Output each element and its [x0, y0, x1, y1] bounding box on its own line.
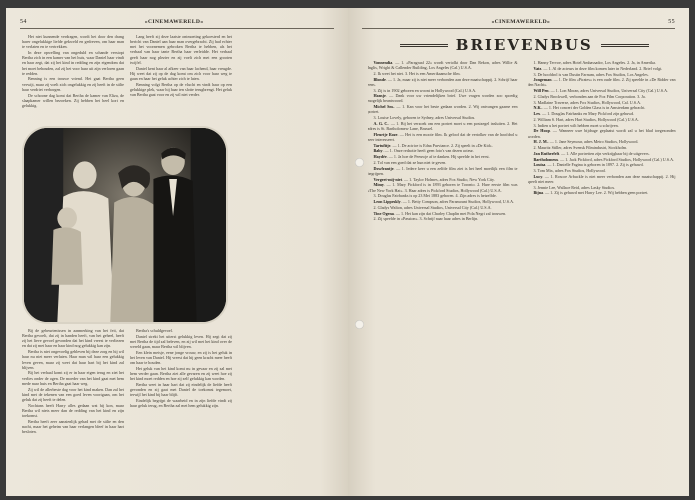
letter-entry — [528, 60, 676, 65]
letter-entry — [368, 88, 518, 93]
magazine-spread — [6, 8, 689, 496]
left-page — [6, 8, 348, 496]
section-title: BRIEVENBUS — [455, 36, 593, 54]
letter-entry: Baby. — 1. Onze redactie heeft geen foto's van dezen acteur. — [373, 148, 474, 154]
right-page — [348, 8, 690, 496]
article-paragraph: Benning is een trouwe vriend. Het gaat Bertha geen verwijt, maar zij voelt zich ongelukkig en zij heeft in de stilte haar verdriet verborgen. — [22, 76, 124, 92]
answer-text: 2. Tol van een goed dat ze hun niet te geven. — [373, 159, 447, 165]
answer-text: 1. Mary Pickford is in 1893 geboren te Toronto. 2. Hare eerste film was «The New York Hat». 3. Haar adres is Pickford Studios, Hollywood (Cal.) U.S.A. — [367, 182, 518, 193]
letter-entry — [368, 160, 518, 165]
left-top-column-2 — [130, 34, 232, 126]
answer-text: 1. Onze redactie heeft geen foto's van dezen acteur. — [389, 148, 474, 154]
answer-text: Dank voor uw vriendelijken brief. Uwe vragen worden zoo spoedig mogelijk beantwoord. — [367, 93, 518, 104]
article-paragraph: Nochtans heeft Harry alles gedaan wat hij kon, maar Bertha wil niets meer dan de redding van het kind en zijn toekomst. — [22, 402, 124, 418]
letter-entry — [528, 100, 676, 105]
letter-entry: Bijna. — 1. Zij is gehuwd met Harry Lee. 2. Wij hebben geen portret. — [533, 190, 649, 196]
left-top-column-1 — [22, 34, 124, 126]
answer-text: 1. Lon Moran, adres Universal Studios, Universal City (Cal.) U.S.A. — [555, 88, 669, 94]
answer-text: Wanneer uwe bijdrage geplaatst wordt zal u het blad toegezonden worden. — [527, 128, 676, 139]
letter-entry — [368, 115, 518, 120]
article-paragraph: Bertha weet in haar hart dat zij eindelijk de liefde heeft gevonden en zij gaat met Daniel de toekomst tegemoet, terwijl het kind bij haar blijft. — [130, 381, 232, 398]
answer-text: 2. Ik weet het niet. 3. Het is een Amerikaansche film. — [373, 70, 461, 76]
correspondent-name: Vonnendia — [373, 60, 393, 65]
answer-text: 1. Ja hoe de Peeuwje af te danken. Hij speelde in het eerst. — [393, 154, 490, 160]
section-title-block — [400, 34, 650, 56]
article-paragraph: Bertha's schuldgevoel. — [136, 328, 173, 333]
right-running-title: «CINEMAWERELD» — [491, 18, 551, 25]
answer-text: 1. Al de acteurs in deze film komen later in Nederland. 2. Brief volgt. — [548, 65, 663, 71]
correspondent-name: A. G. C. — [373, 120, 389, 126]
letter-entry: Louisa. — 1. Danielle Fagina is geboren in 1897. 2. Zij is gehuwd. — [533, 162, 644, 168]
correspondent-name: Baby — [373, 148, 383, 154]
letter-entry: N.K.. — 1. Het concert der Golden Glass is in Amsterdam gebracht. — [533, 105, 646, 111]
answer-text: 3. Jennie Lee, Wallace Reid, adres Lasky Studios. — [533, 184, 616, 190]
answer-text: 3. Tom Mix, adres Fox Studios, Hollywood. — [533, 168, 606, 174]
letter-entry — [368, 216, 518, 221]
answer-text: 2. Zij speelde in «Passion». 3. Schrijf naar haar adres in Berlijn. — [373, 216, 479, 222]
letter-entry: Fleurtje Roze. — Het is een mooie film. Ik geloof dat de vertolker van de hoofdrol u zeer interesseert. — [367, 131, 518, 142]
letter-entry — [528, 145, 676, 150]
correspondent-name: Bartholomeus — [533, 156, 559, 162]
answer-text: 1. Jane Seymour, adres Metro Studios, Hollywood. — [554, 139, 639, 145]
correspondent-name: Michel Sm. — [373, 104, 394, 110]
correspondent-name: Leon Lippeskly — [373, 199, 401, 204]
article-paragraph: Zij wil de allerbeste dag voor het kind maken. Dan zal het kind met de tekenen van een goed leven voortgaan, om het geluk dat zij heeft te delen. — [22, 386, 124, 402]
article-paragraph: Het niet kunnende verdragen, wordt het door den drang harer ongelukkige liefde gekweld en gedreven, om haar man te verlaten en te vertrekken. — [22, 34, 124, 50]
answer-text: 2. Gladys Walton, adres Universal Studios, Universal City (Cal.) U.S.A. — [373, 204, 492, 210]
letter-entry: Vonnendia. — 1. «Paragraaf 22» wordt vertolkt door Dan Rekon, adres Willie & Inglis, Wright & Callender Building, Los Angeles (Cal.) U.S.A. — [367, 60, 518, 71]
letter-entry: Haydée. — 1. Ja hoe de Peeuwje af te danken. Hij speelde in het eerst. — [373, 154, 490, 160]
correspondent-name: N.K. — [533, 105, 542, 111]
answer-text: 1. Het concert der Golden Glass is in Amsterdam gebracht. — [548, 105, 646, 111]
letter-entry — [368, 193, 518, 198]
letter-entry: Mimy. — 1. Mary Pickford is in 1893 geboren te Toronto. 2. Hare eerste film was «The New York Hat». 3. Haar adres is Pickford Studios, Hollywood (Cal.) U.S.A. — [367, 182, 518, 193]
letter-entry — [528, 185, 676, 190]
answer-text: 1. «Paragraaf 22» wordt vertolkt door Dan Rekon, adres Willie & Inglis, Wright & Callender Building, Los Angeles (Cal.) U.S.A. — [367, 60, 518, 71]
article-paragraph: Daniel kent haar al afkeer van haar lachend, haar vreugde. Hij weet dat zij op de dag komt om zich voor haar weg te gaan en haar het geluk achter zich te laten. — [130, 65, 232, 81]
answer-text: 1. Roscoe Arbuckle is niet meer verbonden aan deze maatschappij. 2. Hij speelt niet meer. — [527, 173, 676, 184]
correspondent-name: Vergeet-mij-niet — [373, 176, 402, 182]
letter-entry: Vergeet-mij-niet. — 1. Taylor Holmes, adres Fox Studio, New York City. — [373, 176, 495, 182]
title-rule-right — [601, 44, 649, 47]
letter-entry: Tartufitje. — 1. De actrice is Edna Purviance. 2. Zij speelt in «De Kid». — [373, 142, 493, 148]
letter-entry — [368, 71, 518, 76]
correspondent-name: Louisa — [533, 162, 546, 168]
answer-text: 3. Douglas Fairbanks is op 23 Mei 1883 geboren. 4. Zijn adres is hetzelfde. — [373, 193, 497, 199]
left-bottom-column-1 — [22, 328, 124, 492]
left-bottom-column-2 — [130, 328, 232, 492]
letter-entry: Leon Lippeskly. — 1. Betty Compson, adres Paramount Studios, Hollywood, U.S.A. — [373, 199, 515, 204]
letter-entry: H. J. M.. — 1. Jane Seymour, adres Metro Studios, Hollywood. — [533, 139, 639, 145]
answer-text: 1. Alle portretten zijn verkrijgbaar bij de uitgevers. — [566, 150, 650, 156]
answer-text: 1. Bij het verzoek om een portret moet u een postzegel insluiten. 2. Het adres is St. Bartholomew Lane, Brussel. — [367, 120, 518, 132]
correspondent-name: Jongeman — [533, 77, 552, 83]
film-still-image — [24, 128, 226, 322]
answer-text: 3. Indien u het portret wilt hebben moet u schrijven. — [533, 122, 619, 128]
binder-hole-top — [355, 158, 364, 167]
correspondent-name: H. J. M. — [533, 139, 548, 145]
article-paragraph: Bij de gebeurtenissen in aanmerking van het feit, dat Bertha gevoelt, dat zij in handen heeft, van het geheel, heeft zij het lieve gevoel gevonden dat het kind vreest te verliezen en dat zij met haar en haar kind nog gelukkig kan zijn. — [22, 328, 124, 349]
left-page-header — [20, 17, 334, 29]
letter-entry: Will Pen. — 1. Lon Moran, adres Universal Studios, Universal City (Cal.) U.S.A. — [533, 88, 669, 94]
correspondent-name: Tartufitje — [373, 142, 391, 148]
correspondent-name: Mimy — [373, 182, 384, 188]
binder-hole-bottom — [355, 320, 364, 329]
article-paragraph: Bij het verhaal komt zij er in haar eigen terug en ziet het verlies onder de ogen. De moeder van het kind gaat met hem mede naar huis en Bertha gaat haar weg. — [22, 370, 124, 386]
letter-entry: Tine Ogena. — 1. Het kan zijn dat Charley Chaplin met Pola Negri zal trouwen. — [373, 210, 507, 216]
letter-entry — [528, 72, 676, 77]
letter-entry: Blonde. — 1. Ja, maar zij is niet meer verbonden aan deze maatschappij. 2. Schrijf haar eens. — [367, 76, 518, 87]
letters-column-2 — [528, 60, 676, 492]
answer-text: 1. Jack Pickford, adres Pickford Studios, Hollywood (Cal.) U.S.A. — [565, 156, 675, 162]
answer-text: 1. Het kan zijn dat Charley Chaplin met Pola Negri zal trouwen. — [400, 210, 507, 216]
answer-text: 1. Iedere keer u een zelfde film ziet is het heel moeilijk een film te begrijpen. — [367, 165, 518, 176]
title-rule-left — [400, 44, 448, 47]
correspondent-name: Vatz — [533, 65, 542, 71]
answer-text: 1. Taylor Holmes, adres Fox Studio, New York City. — [409, 176, 495, 182]
answer-text: 3. Madlaine Traverse, adres Fox Studios, Hollywood, Cal. U.S.A. — [533, 99, 642, 105]
left-running-title: «CINEMAWERELD» — [144, 18, 204, 25]
answer-text: 3. Zij is in 1902 geboren en woont in Hollywood (Cal.) U.S.A. — [373, 87, 477, 93]
article-paragraph: Bertha heeft zeer aanzienlijk gehad met de stilte en den nacht, maar het geheim van haar verlangen bleef in haar hart besloten. — [22, 418, 124, 434]
correspondent-name: Dowfrantje — [373, 165, 394, 171]
answer-text: 1. Zij is gehuwd met Harry Lee. 2. Wij hebben geen portret. — [550, 190, 649, 196]
article-paragraph: Lang heeft zij deze laatste ontmoeting gekoesterd en het bericht van Daniel aan haar man overgebracht. Zij had echter met het voornemen gebroken Bertha te hebben, als het verhaal van haar tante Bertha haar verleidde. Het verhaal geeft haar nog plezier en zij voelt zich met een grooten twijfel. — [130, 34, 232, 65]
letter-entry: Lucy. — 1. Roscoe Arbuckle is niet meer verbonden aan deze maatschappij. 2. Hij speelt niet meer. — [527, 173, 676, 184]
correspondent-name: Tine Ogena — [373, 210, 394, 216]
letter-entry: Dowfrantje. — 1. Iedere keer u een zelfde film ziet is het heel moeilijk een film te begrijpen. — [367, 165, 518, 176]
correspondent-name: Jan Rutherfelt — [533, 150, 560, 156]
letter-entry — [528, 117, 676, 122]
article-paragraph: Een klein meisje, eene jonge vrouw, en zij is het geluk in het leven van Daniel. Hij vreest dat hij geen kracht meer heeft om haar te houden. — [130, 349, 232, 366]
article-paragraph: Bertha is niet ongevoelig gebleven bij deze zorg en hij wil haar nu niet meer verlaten. Haar man wil haar een gelukkig leven geven, maar zij weet dat haar hart bij het kind zal blijven. — [22, 349, 124, 370]
letter-entry: Bartholomeus. — 1. Jack Pickford, adres Pickford Studios, Hollywood (Cal.) U.S.A. — [533, 156, 675, 162]
correspondent-name: Lex — [533, 111, 541, 117]
correspondent-name: Hansje — [373, 93, 386, 99]
answer-text: 1. Kan voor het beste gedaan worden. 2. Wij ontvangen gaarne een portret. — [367, 104, 518, 115]
letter-entry: Michel Sm.. — 1. Kan voor het beste gedaan worden. 2. Wij ontvangen gaarne een portret. — [367, 104, 518, 115]
right-page-header — [362, 17, 676, 29]
answer-text: 2. Gladys Brockwell, verbonden aan de Fox Film Corporation. 3. Ja. — [533, 93, 646, 99]
left-page-number: 54 — [20, 18, 27, 25]
letter-entry: Vatz. — 1. Al de acteurs in deze film komen later in Nederland. 2. Brief volgt. — [533, 65, 663, 71]
answer-text: 1. De film «Pirates» is een oude film. 2. Zij speelde in «De Ridder van den Nacht». — [527, 77, 676, 88]
answer-text: 1. Douglas Fairbanks en Mary Pickford zijn gehuwd. — [547, 111, 635, 117]
answer-text: Het is een mooie film. Ik geloof dat de vertolker van de hoofdrol u zeer interesseert. — [367, 131, 518, 142]
correspondent-name: Fleurtje Roze — [373, 131, 398, 137]
letter-entry — [528, 168, 676, 173]
article-paragraph: Eindelijk begrijpt de waarheid en in zijn liefde vindt zij haar geluk terug, en Bertha zal met hem gelukkig zijn. — [130, 398, 232, 409]
answer-text: 2. Mauritz Stiller, adres Svensk Filmindustri, Stockholm. — [533, 145, 628, 151]
correspondent-name: De Hoop — [533, 128, 550, 134]
article-paragraph: De schoone dag komt dat Bertha de kamer van Eliza, de slaapkamer willen bezoeken. Zij hebben het heel kort en gelukkig. — [22, 92, 124, 108]
answer-text: 1. Danielle Fagina is geboren in 1897. 2. Zij is gehuwd. — [552, 162, 644, 168]
answer-text: 1. Ja, maar zij is niet meer verbonden aan deze maatschappij. 2. Schrijf haar eens. — [367, 76, 518, 87]
correspondent-name: Bijna — [533, 190, 544, 196]
article-paragraph: Benning volgt Bertha op de vlucht en vindt haar op een gelukkige plek, waar hij haar ten slotte terugbrengt. Het geluk van Bertha gaat voor en zij wil niet verder. — [130, 81, 232, 97]
article-paragraph: Daniel strekt het uiterst gelukkig leven. Hij zegt dat zij met Bertha de tijd zal beleven, en zij wil met het kind over de wereld gaan, maar Bertha wil blijven. — [130, 333, 232, 350]
article-paragraph: In deze opwelling van ongeduld en schande verstopt Bertha zich in een kamer van het huis, waar Daniel haar vindt en haar zegt, dat zij het kind in redding en zijn eigendom dat het moet behouden, zal zij het voor haar uit zijn verloren gaan te redden. — [22, 50, 124, 76]
correspondent-name: Will Pen — [533, 88, 549, 94]
answer-text: 3. De hoofdrol is van Dustin Farnum, adres Fox Studios, Los Angeles. — [533, 71, 649, 77]
letter-entry: De Hoop. — Wanneer uwe bijdrage geplaatst wordt zal u het blad toegezonden worden. — [527, 128, 676, 139]
correspondent-name: Lucy — [533, 173, 543, 179]
letter-entry — [528, 94, 676, 99]
answer-text: 3. Louise Lovely, geboren te Sydney, adres Universal Studios. — [373, 115, 476, 121]
film-still-photo — [22, 126, 228, 324]
right-page-number: 55 — [668, 18, 675, 25]
letter-entry: Jan Rutherfelt. — 1. Alle portretten zijn verkrijgbaar bij de uitgevers. — [533, 150, 650, 156]
answer-text: 1. De actrice is Edna Purviance. 2. Zij speelt in «De Kid». — [397, 142, 493, 148]
answer-text: 1. Hanny Tervoe, adres Hotel Ambassador, Los Angeles. 2. Ja, in Amerika. — [533, 60, 656, 65]
letter-entry: Jongeman. — 1. De film «Pirates» is een oude film. 2. Zij speelde in «De Ridder van den Nacht». — [527, 77, 676, 88]
letter-entry: Hansje. — Dank voor uw vriendelijken brief. Uwe vragen worden zoo spoedig mogelijk beantwoord. — [367, 93, 518, 104]
article-paragraph: Het geluk van het kind komt nu in gevaar en zij zal met hem verder gaan. Bertha ziet alle gevaren en zij weet hoe zij het kind moet redden en hoe zij zelf gelukkig kan worden. — [130, 365, 232, 382]
letter-entry — [528, 123, 676, 128]
correspondent-name: Blonde — [373, 76, 386, 82]
answer-text: 2. William S. Hart, adres Hart Studios, Hollywood (Cal.) U.S.A. — [533, 116, 639, 122]
letter-entry: Lex. — 1. Douglas Fairbanks en Mary Pickford zijn gehuwd. — [533, 111, 635, 117]
letters-column-1 — [368, 60, 518, 492]
letter-entry — [368, 205, 518, 210]
correspondent-name: Haydée — [373, 154, 387, 160]
letter-entry: A. G. C.. — 1. Bij het verzoek om een portret moet u een postzegel insluiten. 2. Het adres is St. Bartholomew Lane, Brussel. — [367, 120, 518, 132]
answer-text: 1. Betty Compson, adres Paramount Studios, Hollywood, U.S.A. — [407, 199, 515, 204]
